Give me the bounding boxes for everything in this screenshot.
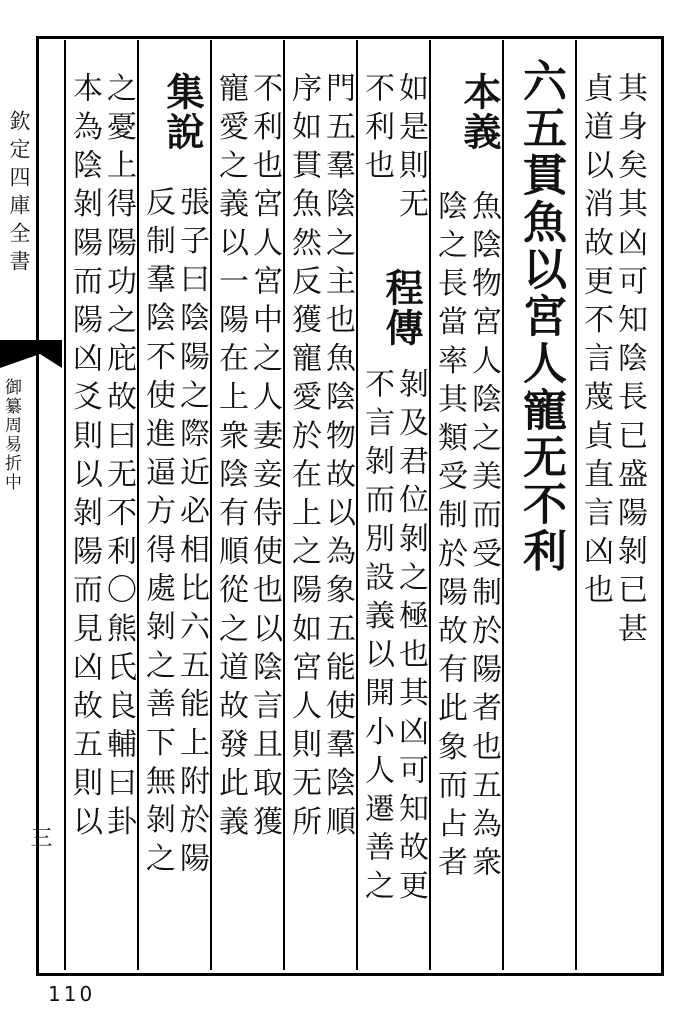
text-line: 陰之長當率其類受制於陽故有此象而占者 [432,190,467,885]
margin-strip [0,40,52,976]
text-line: 不利也 [359,72,394,188]
text-line: 門五羣陰之主也魚陰物故以為象五能使羣陰順 [320,72,355,844]
book-name: 御纂周易折中 [1,378,21,492]
text-line: 其身矣其凶可知陰長已盛陽剝已甚 [612,72,647,651]
text-column-8 [66,72,136,972]
text-line: 寵愛之義以一陽在上衆陰有順從之道故發此義 [213,72,248,844]
text-column-1 [577,72,647,972]
text-line: 反制羣陰不使進逼方得處剝之善下無剝之 [140,186,175,881]
text-line: 本為陰剝陽而陽凶爻則以剝陽而見凶故五則以 [67,72,102,844]
text-column-5 [285,72,355,972]
page-number: 三 [27,826,52,848]
bottom-number: 110 [48,982,96,1006]
hexagram-line-title: 六五貫魚以宮人寵无不利 [515,58,566,575]
text-line: 貞道以消故更不言蔑貞直言凶也 [578,72,613,613]
text-line: 不利也宮人宮中之人妻妾侍使也以陰言且取獲 [247,72,282,844]
text-line: 之憂上得陽功之庇故曰无不利〇熊氏良輔曰卦 [101,72,136,844]
text-line: 剝及君位剝之極也其凶可知故更 [393,368,428,909]
text-line: 魚陰物宮人陰之美而受制於陽者也五為衆 [466,190,501,885]
text-line: 不言剝而別設義以開小人遷善之 [359,368,394,909]
text-column-4 [358,72,428,972]
text-column-2 [504,58,574,958]
text-column-7 [139,72,209,972]
text-column-6 [212,72,282,972]
text-line [457,72,502,158]
text-line: 序如貫魚然反獲寵愛於在上之陽如宮人則无所 [286,72,321,844]
section-heading-benyi: 本義 [457,72,502,152]
fishtail-ornament [0,338,62,370]
text-column-3 [431,72,501,972]
text-line: 如是則无 [393,72,428,227]
margin-title: 欽定四庫全書 [7,110,31,278]
text-line: 張子曰陰陽之際近必相比六五能上附於陽 [174,186,209,881]
section-heading-jishuo: 集說 [160,72,205,152]
section-heading-chengzhuan: 程傳 [379,268,424,348]
